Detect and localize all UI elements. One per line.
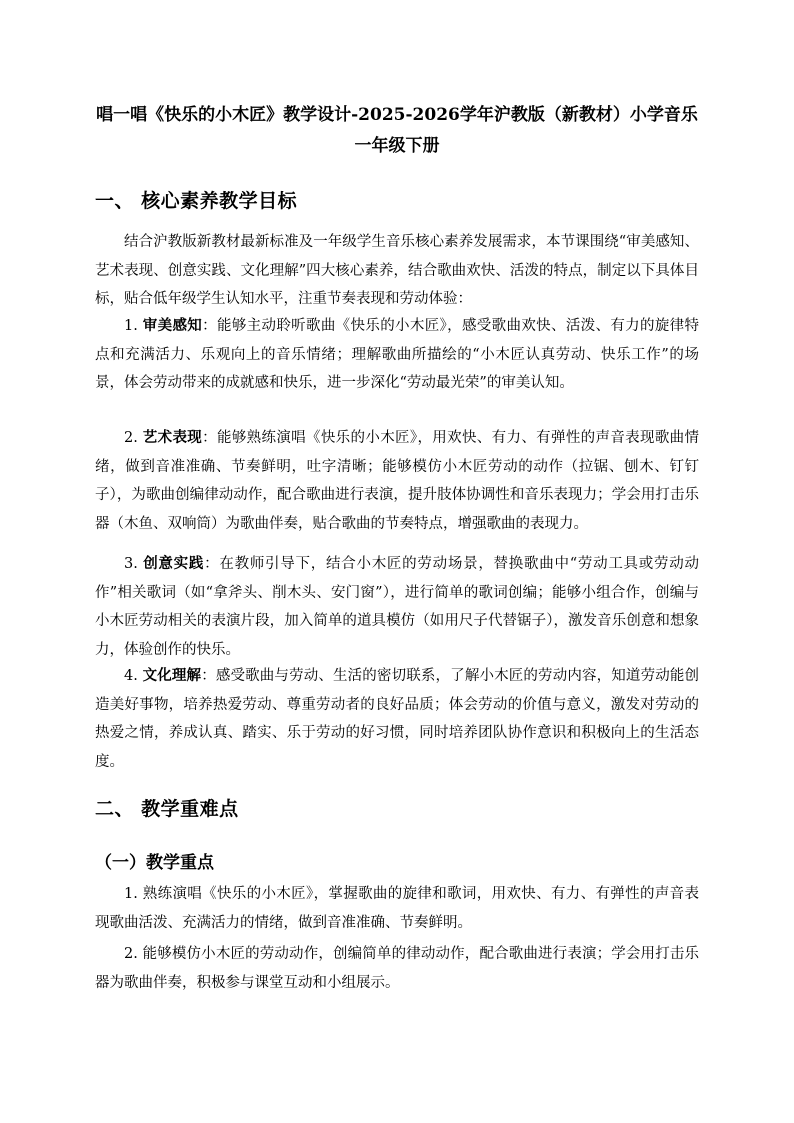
item-label: 创意实践 — [143, 555, 205, 572]
item-text: ：感受歌曲与劳动、生活的密切联系，了解小木匠的劳动内容，知道劳动能创造美好事物，培养热爱劳动、尊重劳动者的良好品质；体会劳动的价值与意义，激发对劳动的热爱之情，养成认真、踏实、乐于劳动的好习惯，同时培养团队协作意识和积极向上的生活态度。 — [95, 668, 700, 770]
section-heading-objectives: 一、 核心素养教学目标 — [95, 190, 298, 212]
item-number: 2. — [124, 430, 138, 446]
item-label: 审美感知 — [142, 317, 203, 334]
item-number: 1. — [124, 318, 138, 334]
item-number: 4. — [124, 668, 138, 684]
objective-item-2 — [95, 424, 699, 538]
document-title: 唱一唱《快乐的小木匠》教学设计-2025-2026学年沪教版（新教材）小学音乐一年级下册 — [96, 105, 698, 156]
item-text: ：能够主动聆听歌曲《快乐的小木匠》，感受歌曲欢快、活泼、有力的旋律特点和充满活力、乐观向上的音乐情绪；理解歌曲所描绘的“小木匠认真劳动、快乐工作”的场景，体会劳动带来的成就感和快乐，进一步深化“劳动最光荣”的审美认知。 — [95, 318, 700, 391]
key-point-item-2: 2. 能够模仿小木匠的劳动动作，创编简单的律动动作，配合歌曲进行表演；学会用打击乐器为歌曲伴奏，积极参与课堂互动和小组展示。 — [95, 946, 699, 991]
item-label: 艺术表现 — [142, 429, 203, 446]
item-number: 3. — [124, 556, 138, 572]
objective-item-3 — [95, 550, 699, 664]
key-point-item-1: 1. 熟练演唱《快乐的小木匠》，掌握歌曲的旋律和歌词，用欢快、有力、有弹性的声音表现歌曲活泼、充满活力的情绪，做到音准准确、节奏鲜明。 — [95, 886, 699, 931]
objective-item-4 — [95, 662, 699, 776]
item-label: 文化理解 — [142, 667, 202, 684]
section-heading-key-points: 二、 教学重难点 — [95, 798, 239, 820]
subsection-heading-key-points: （一）教学重点 — [95, 853, 214, 873]
item-text: ：在教师引导下，结合小木匠的劳动场景，替换歌曲中“劳动工具或劳动动作”相关歌词（如“拿斧头、削木头、安门窗”），进行简单的歌词创编；能够小组合作，创编与小木匠劳动相关的表演片段，加入简单的道具模仿（如用尺子代替锯子），激发音乐创意和想象力，体验创作的快乐。 — [95, 556, 699, 658]
objectives-intro: 结合沪教版新教材最新标准及一年级学生音乐核心素养发展需求，本节课围绕“审美感知、艺术表现、创意实践、文化理解”四大核心素养，结合歌曲欢快、活泼的特点，制定以下具体目标，贴合低年级学生认知水平，注重节奏表现和劳动体验： — [95, 234, 699, 307]
objective-item-1 — [95, 312, 699, 398]
item-text: ：能够熟练演唱《快乐的小木匠》，用欢快、有力、有弹性的声音表现歌曲情绪，做到音准准确、节奏鲜明，吐字清晰；能够模仿小木匠劳动的动作（拉锯、刨木、钉钉子），为歌曲创编律动动作，配合歌曲进行表演，提升肢体协调性和音乐表现力；学会用打击乐器（木鱼、双响筒）为歌曲伴奏，贴合歌曲的节奏特点，增强歌曲的表现力。 — [95, 430, 700, 532]
